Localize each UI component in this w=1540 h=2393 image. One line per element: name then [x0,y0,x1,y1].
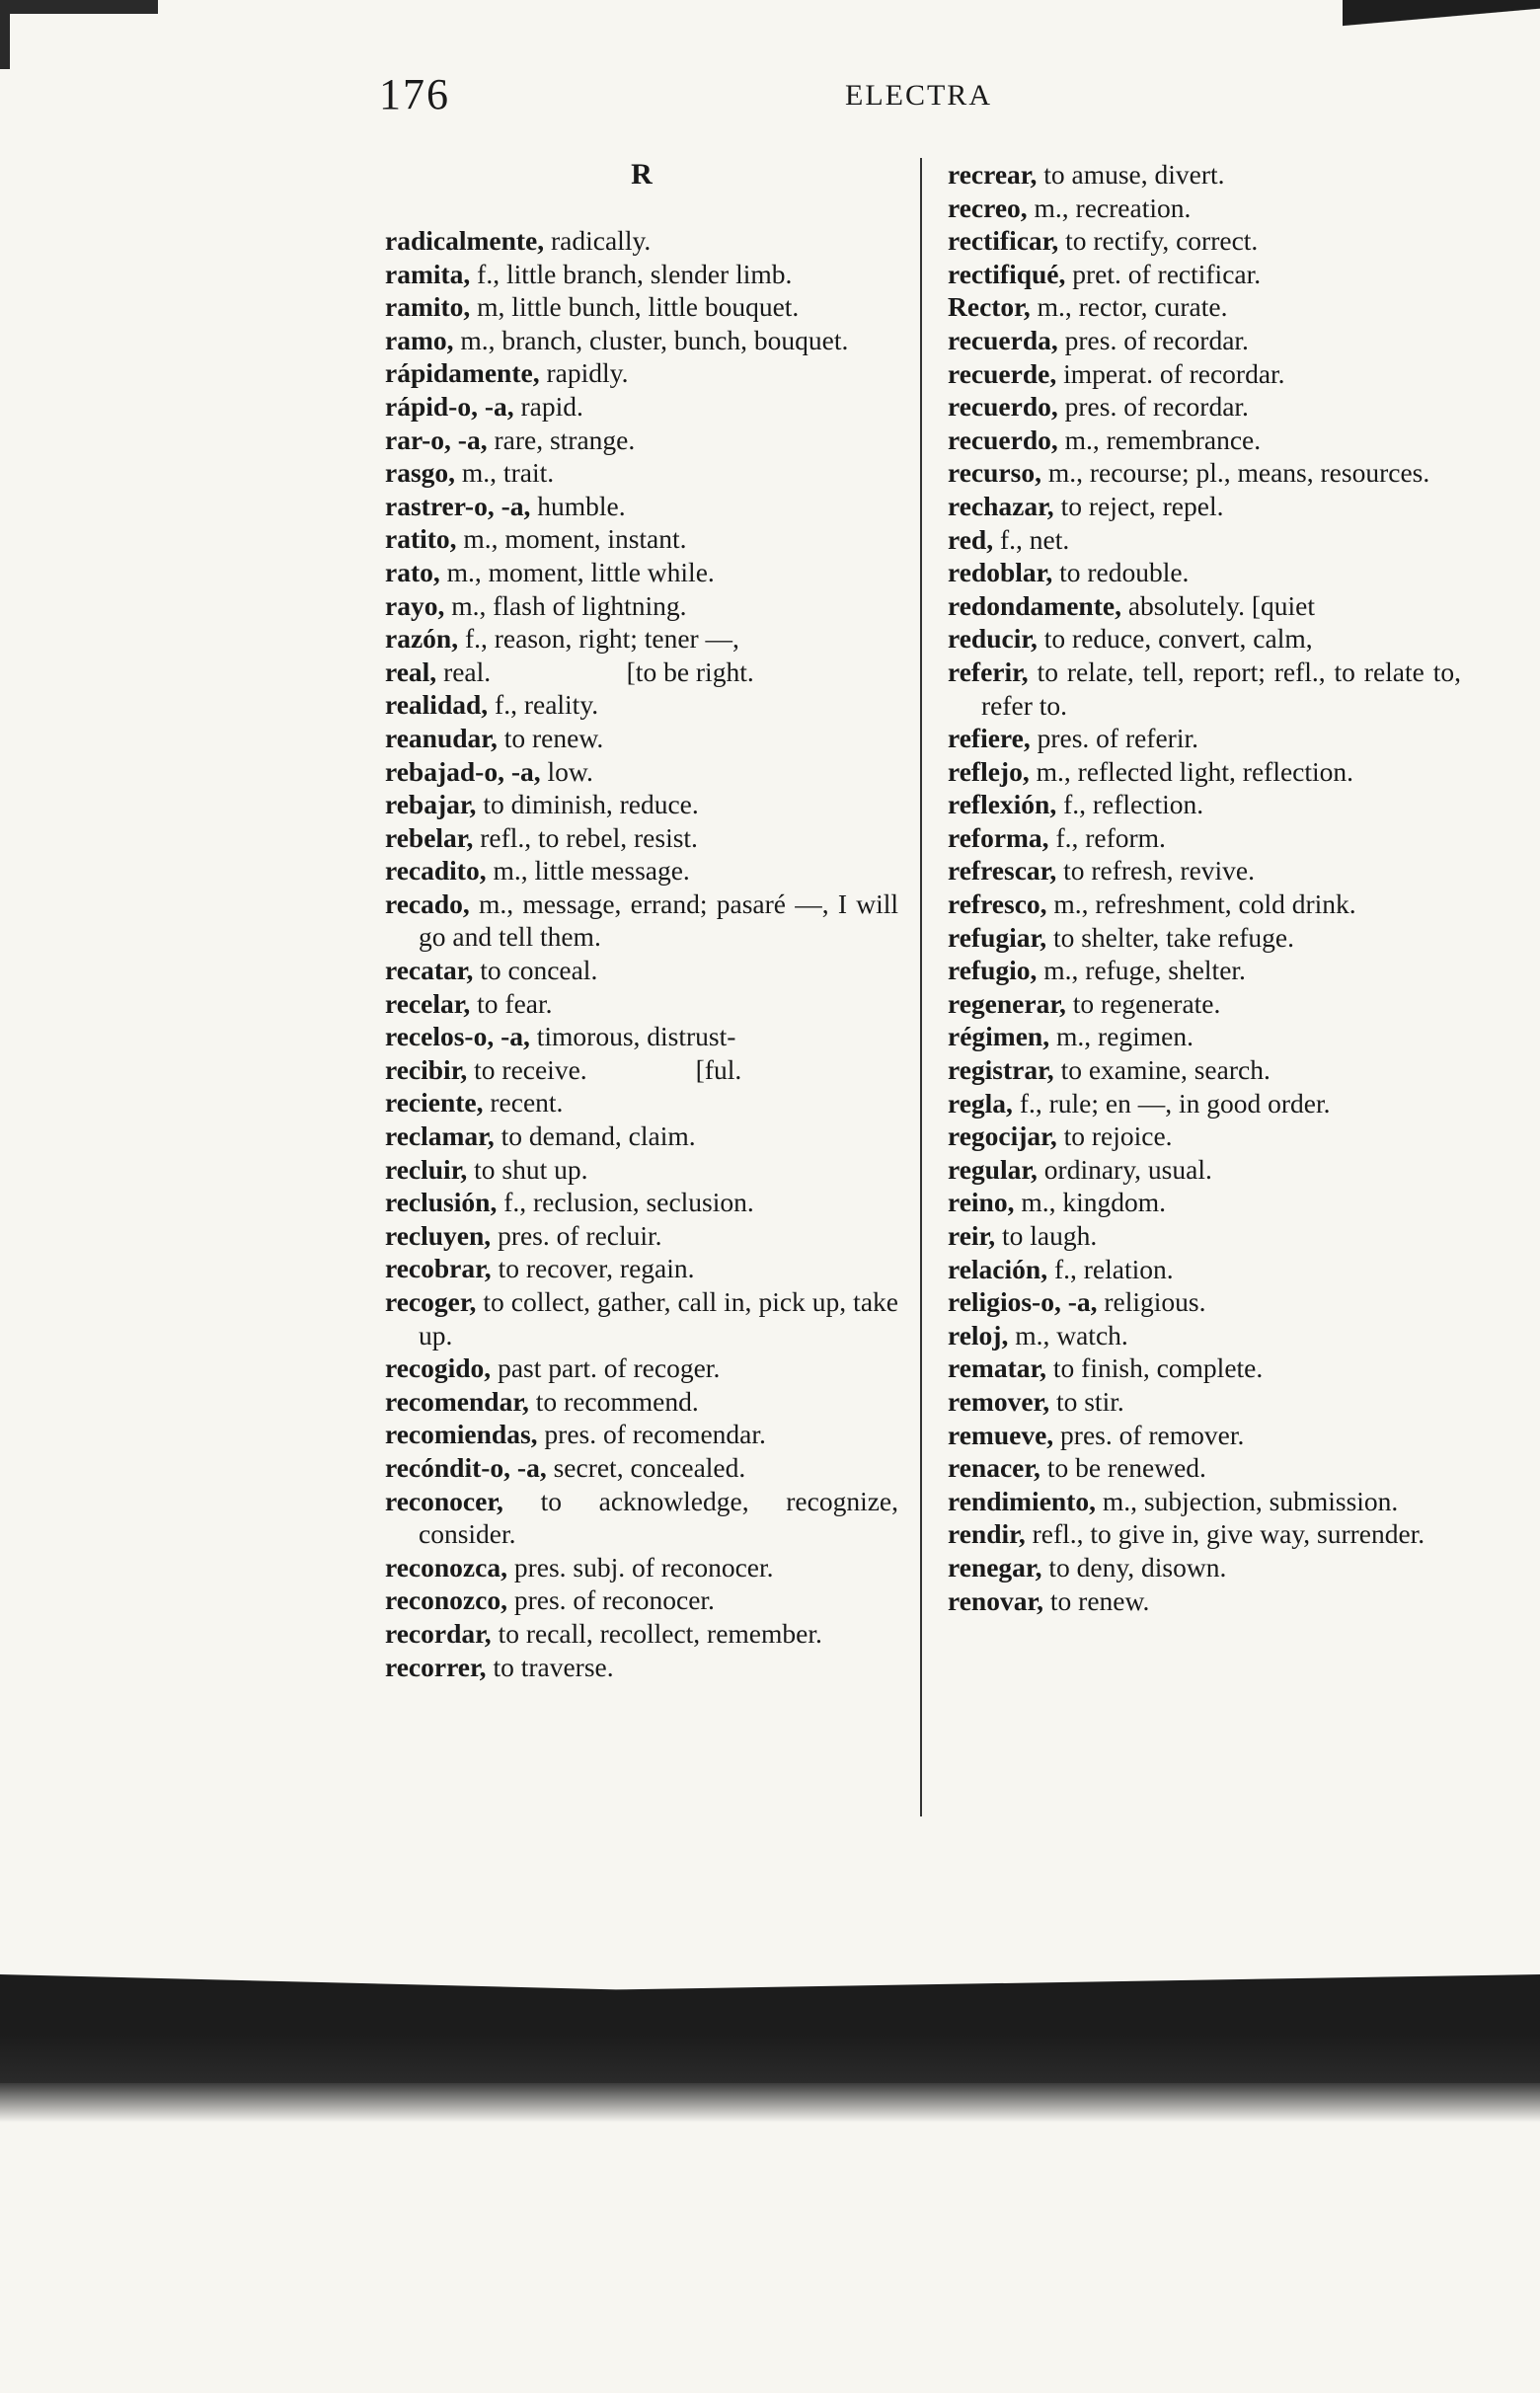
entry-headword: recuerda, [948,324,1058,355]
entry-headword: refugiar, [948,921,1047,953]
entry-headword: recelar, [385,987,471,1019]
page-number: 176 [379,70,450,118]
entry-headword: red, [948,523,994,555]
entry-definition: m., refuge, shelter. [1037,955,1246,986]
dictionary-entry [948,290,1461,324]
entry-headword: rápidamente, [385,357,540,389]
entry-definition: pret. of rectificar. [1065,258,1262,289]
entry-definition: refl., to rebel, resist. [473,821,698,853]
entry-headword: reanudar, [385,722,498,753]
entry-headword: recordar, [385,1617,492,1649]
entry-definition: f., reality. [488,689,599,721]
entry-definition: to diminish, reduce. [476,789,699,820]
entry-headword: renegar, [948,1551,1042,1582]
entry-definition: radically. [544,225,652,256]
dictionary-entry [948,589,1461,623]
entry-headword: refresco, [948,888,1047,920]
entry-headword: rechazar, [948,490,1054,521]
entry-definition: to shelter, take refuge. [1046,921,1294,953]
dictionary-entry [385,688,898,722]
dictionary-entry [385,424,898,457]
left-entries [385,224,905,1683]
dictionary-entry [948,192,1461,225]
entry-definition: f., reflection. [1056,789,1204,820]
entry-headword: rematar, [948,1352,1047,1384]
entry-headword: rectifiqué, [948,258,1066,289]
entry-definition: pres. of recordar. [1057,391,1249,423]
entry-definition: ordinary, usual. [1037,1153,1212,1185]
entry-definition: to renew. [1043,1584,1150,1616]
dictionary-entry [385,1551,898,1584]
dictionary-entry [385,622,898,656]
entry-headword: recóndit-o, -a, [385,1451,547,1483]
entry-headword: rebajad-o, -a, [385,755,541,787]
entry-definition: to renew. [497,722,604,753]
entry-definition: m., branch, cluster, bunch, bouquet. [453,324,849,355]
dictionary-entry [948,788,1461,821]
entry-definition: m., rector, curate. [1030,291,1228,323]
dictionary-entry [385,1418,898,1451]
entry-definition: m., refreshment, cold drink. [1046,888,1356,920]
dictionary-entry [948,324,1461,357]
entry-definition: timorous, distrust- [529,1021,736,1052]
entry-headword: recoger, [385,1286,477,1317]
entry-headword: rasgo, [385,457,456,489]
entry-headword: redoblar, [948,557,1053,588]
entry-definition: to fear. [470,987,553,1019]
entry-definition: f., net. [993,523,1070,555]
dictionary-entry [948,987,1461,1021]
dictionary-entry [948,1485,1461,1518]
entry-headword: recuerdo, [948,391,1058,423]
running-title: ELECTRA [845,79,992,112]
scan-border-bottom [0,1974,1540,2083]
entry-headword: recurso, [948,457,1041,489]
dictionary-entry [948,1419,1461,1452]
entry-headword: recelos-o, -a, [385,1021,530,1052]
entry-definition: m., watch. [1008,1319,1128,1351]
entry-definition: to recommend. [528,1385,699,1417]
dictionary-entry [385,1583,898,1617]
entry-definition: m., message, errand; pasaré —, I will go and tell them. [419,888,905,953]
dictionary-entry [385,755,898,789]
entry-headword: reciente, [385,1087,484,1119]
entry-headword: rebelar, [385,821,474,853]
dictionary-entry [385,456,898,490]
dictionary-entry [385,522,898,556]
entry-headword: recrear, [948,159,1038,190]
dictionary-entry [385,258,898,291]
dictionary-entry [948,755,1461,789]
dictionary-entry [385,821,898,855]
entry-headword: rato, [385,556,440,587]
dictionary-entry [385,1617,898,1651]
entry-definition: to demand, claim. [494,1120,696,1152]
dictionary-entry [948,258,1461,291]
dictionary-entry [948,1119,1461,1153]
dictionary-entry [385,324,898,357]
entry-definition: f., relation. [1047,1253,1174,1284]
entry-definition: to collect, gather, call in, pick up, take up. [419,1286,905,1351]
entry-headword: recuerde, [948,357,1057,389]
entry-definition: to rectify, correct. [1058,225,1259,257]
dictionary-entry [385,987,898,1021]
entry-headword: regenerar, [948,987,1066,1019]
entry-headword: rayo, [385,589,445,621]
entry-definition: m., moment, instant. [456,523,687,555]
dictionary-entry [385,888,905,954]
entry-definition: pres. subj. of reconocer. [506,1551,774,1582]
dictionary-entry [948,888,1461,921]
entry-definition: imperat. of recordar. [1056,357,1285,389]
dictionary-entry [385,490,898,523]
dictionary-entry [948,456,1461,490]
entry-headword: regla, [948,1087,1013,1119]
entry-definition: pres. of remover. [1053,1419,1245,1450]
entry-definition: m., recreation. [1027,192,1192,223]
entry-headword: refrescar, [948,855,1057,887]
entry-headword: régimen, [948,1021,1050,1052]
dictionary-entry [385,1219,898,1253]
entry-definition: m., little message. [486,855,690,887]
entry-headword: reino, [948,1187,1015,1218]
entry-definition: f., little branch, slender limb. [470,258,793,289]
dictionary-entry [385,1285,905,1351]
entry-headword: regocijar, [948,1120,1057,1152]
entry-headword: realidad, [385,689,489,721]
entry-headword: reloj, [948,1319,1009,1351]
dictionary-entry [385,589,898,623]
dictionary-entry [948,158,1461,192]
entry-definition: f., reform. [1048,821,1166,853]
entry-definition: m., flash of lightning. [444,589,687,621]
scan-border-top-left [0,0,158,14]
entry-headword: relación, [948,1253,1048,1284]
entry-definition: humble. [530,490,626,521]
entry-definition: m., remembrance. [1057,424,1262,455]
entry-headword: recobrar, [385,1253,492,1284]
dictionary-entry [385,954,898,987]
entry-definition: to examine, search. [1053,1054,1270,1086]
dictionary-entry [385,224,898,258]
dictionary-entry [385,1020,898,1053]
entry-definition: to rejoice. [1056,1120,1173,1152]
entry-headword: referir, [948,656,1029,687]
entry-headword: refiere, [948,723,1031,754]
dictionary-entry [948,556,1461,589]
entry-definition: to finish, complete. [1046,1352,1264,1384]
entry-headword: recluir, [385,1153,468,1185]
entry-definition: to conceal. [473,955,598,986]
entry-definition: pres. of reconocer. [506,1584,715,1616]
section-letter: R [631,158,653,191]
dictionary-entry [385,1485,905,1551]
entry-headword: recadito, [385,855,487,887]
entry-headword: reclamar, [385,1120,495,1152]
entry-definition: rare, strange. [487,424,636,455]
entry-definition: m., reflected light, reflection. [1029,755,1354,787]
entry-headword: reforma, [948,821,1049,853]
dictionary-entry [948,390,1461,424]
entry-definition: to recall, recollect, remember. [491,1617,822,1649]
entry-definition: f., rule; en —, in good order. [1012,1087,1331,1119]
entry-headword: recibir, [385,1053,468,1085]
column-divider [920,158,922,1816]
entry-definition: to amuse, divert. [1037,159,1225,190]
dictionary-entry [948,224,1461,258]
entry-headword: Rector, [948,291,1031,323]
entry-definition: to recover, regain. [491,1253,695,1284]
entry-definition: f., reason, right; tener —, [458,623,739,655]
scan-border-left-edge [0,0,10,69]
dictionary-entry [385,1385,898,1419]
dictionary-entry [948,1385,1461,1419]
entry-headword: rebajar, [385,789,477,820]
dictionary-entry [948,1186,1461,1219]
entry-headword: remover, [948,1385,1050,1417]
dictionary-entry [948,1584,1461,1618]
entry-definition: to reject, repel. [1053,490,1224,521]
entry-definition: pres. of recomendar. [537,1419,766,1450]
entry-headword: remueve, [948,1419,1054,1450]
dictionary-entry [948,1153,1461,1187]
dictionary-entry [385,1651,898,1684]
entry-headword: reconocer, [385,1485,503,1516]
entry-headword: rendir, [948,1518,1026,1550]
dictionary-entry [948,1053,1461,1087]
entry-definition: m, little bunch, little bouquet. [470,291,800,323]
entry-definition: f., reclusion, seclusion. [497,1187,754,1218]
entry-headword: ratito, [385,523,457,555]
scan-border-bottom-fade [0,2083,1540,2123]
entry-definition: recent. [483,1087,564,1119]
entry-definition: refl., to give in, give way, surrender. [1025,1518,1425,1550]
dictionary-entry [948,1351,1461,1385]
entry-definition: to shut up. [467,1153,588,1185]
entry-headword: redondamente, [948,589,1121,621]
entry-headword: recatar, [385,955,474,986]
entry-headword: recomendar, [385,1385,529,1417]
dictionary-entry [385,556,898,589]
entry-definition: real. [to be right. [436,656,754,687]
dictionary-entry [948,1517,1461,1551]
dictionary-entry [948,1253,1461,1286]
dictionary-entry [385,1153,898,1187]
dictionary-entry [948,1219,1461,1253]
entry-definition: m., kingdom. [1014,1187,1167,1218]
dictionary-entry [385,788,898,821]
entry-headword: reir, [948,1220,996,1251]
dictionary-entry [385,1186,898,1219]
entry-definition: pres. of recluir. [491,1219,662,1251]
entry-headword: ramito, [385,291,471,323]
left-column [385,158,905,1683]
entry-definition: to traverse. [486,1651,614,1682]
entry-definition: m., trait. [455,457,555,489]
entry-definition: to be renewed. [1040,1452,1206,1484]
dictionary-entry [948,921,1461,955]
dictionary-entry [385,390,898,424]
entry-headword: radicalmente, [385,225,545,256]
dictionary-entry [948,1285,1461,1319]
dictionary-entry [948,424,1461,457]
dictionary-entry [385,1451,898,1485]
entry-headword: recuerdo, [948,424,1058,455]
entry-definition: to reduce, convert, calm, [1037,623,1313,655]
dictionary-entry [948,821,1461,855]
entry-headword: reducir, [948,623,1038,655]
entry-definition: m., subjection, submission. [1095,1485,1399,1516]
entry-headword: recogido, [385,1352,492,1384]
entry-definition: pres. of referir. [1030,723,1198,754]
right-entries [948,158,1468,1617]
entry-headword: recomiendas, [385,1419,538,1450]
dictionary-entry [948,357,1461,391]
entry-definition: m., moment, little while. [439,556,715,587]
entry-headword: rápid-o, -a, [385,390,514,422]
entry-headword: reconozco, [385,1584,507,1616]
entry-headword: razón, [385,623,459,655]
dictionary-entry [948,523,1461,557]
entry-headword: rectificar, [948,225,1059,257]
entry-headword: reconozca, [385,1551,507,1582]
dictionary-entry [948,1087,1461,1120]
entry-definition: past part. of recoger. [491,1352,721,1384]
entry-headword: ramo, [385,324,454,355]
entry-headword: rastrer-o, -a, [385,490,531,521]
entry-headword: ramita, [385,258,471,289]
entry-definition: absolutely. [quiet [1120,589,1315,621]
entry-definition: m., regimen. [1049,1021,1194,1052]
entry-headword: renacer, [948,1452,1040,1484]
dictionary-entry [948,1319,1461,1352]
dictionary-entry [385,1351,898,1385]
dictionary-entry [385,1086,898,1119]
entry-definition: to relate, tell, report; refl., to relate to, refer to. [981,656,1468,721]
entry-headword: real, [385,656,437,687]
entry-definition: religious. [1097,1286,1206,1318]
entry-headword: reflejo, [948,755,1030,787]
entry-headword: religios-o, -a, [948,1286,1098,1318]
dictionary-entry [385,1252,898,1285]
entry-headword: regular, [948,1153,1038,1185]
entry-headword: reflexión, [948,789,1057,820]
dictionary-entry [948,622,1461,656]
dictionary-entry [948,722,1461,755]
right-column [948,158,1468,1617]
dictionary-entry [948,1451,1461,1485]
entry-headword: recluyen, [385,1219,492,1251]
entry-definition: to receive. [ful. [467,1053,742,1085]
entry-headword: recado, [385,888,470,919]
entry-definition: to laugh. [995,1220,1098,1251]
entry-headword: registrar, [948,1054,1054,1086]
dictionary-entry [948,656,1468,722]
entry-definition: rapid. [513,390,583,422]
dictionary-entry [385,1119,898,1153]
entry-headword: recreo, [948,192,1028,223]
dictionary-entry [385,290,898,324]
entry-headword: refugio, [948,955,1038,986]
entry-headword: rar-o, -a, [385,424,488,455]
dictionary-entry [948,954,1461,987]
entry-definition: m., recourse; pl., means, resources. [1040,457,1430,489]
entry-headword: renovar, [948,1584,1044,1616]
entry-definition: to deny, disown. [1041,1551,1227,1582]
entry-definition: secret, concealed. [546,1451,746,1483]
entry-headword: reclusión, [385,1187,498,1218]
entry-definition: pres. of recordar. [1057,324,1249,355]
entry-definition: to stir. [1049,1385,1124,1417]
entry-headword: recorrer, [385,1651,487,1682]
entry-definition: to acknowledge, recognize, consider. [419,1485,905,1550]
entry-definition: low. [540,755,593,787]
dictionary-entry [385,1053,898,1087]
entry-definition: to redouble. [1052,557,1190,588]
entry-definition: to regenerate. [1065,987,1221,1019]
dictionary-entry [948,490,1461,523]
dictionary-entry [385,656,898,689]
dictionary-entry [385,722,898,755]
dictionary-entry [948,1020,1461,1053]
dictionary-entry [948,1551,1461,1584]
entry-definition: to refresh, revive. [1056,855,1256,887]
entry-headword: rendimiento, [948,1485,1096,1516]
scan-border-top-right [1343,0,1540,39]
entry-definition: rapidly. [539,357,629,389]
dictionary-entry [385,356,898,390]
dictionary-entry [385,854,898,888]
dictionary-entry [948,854,1461,888]
